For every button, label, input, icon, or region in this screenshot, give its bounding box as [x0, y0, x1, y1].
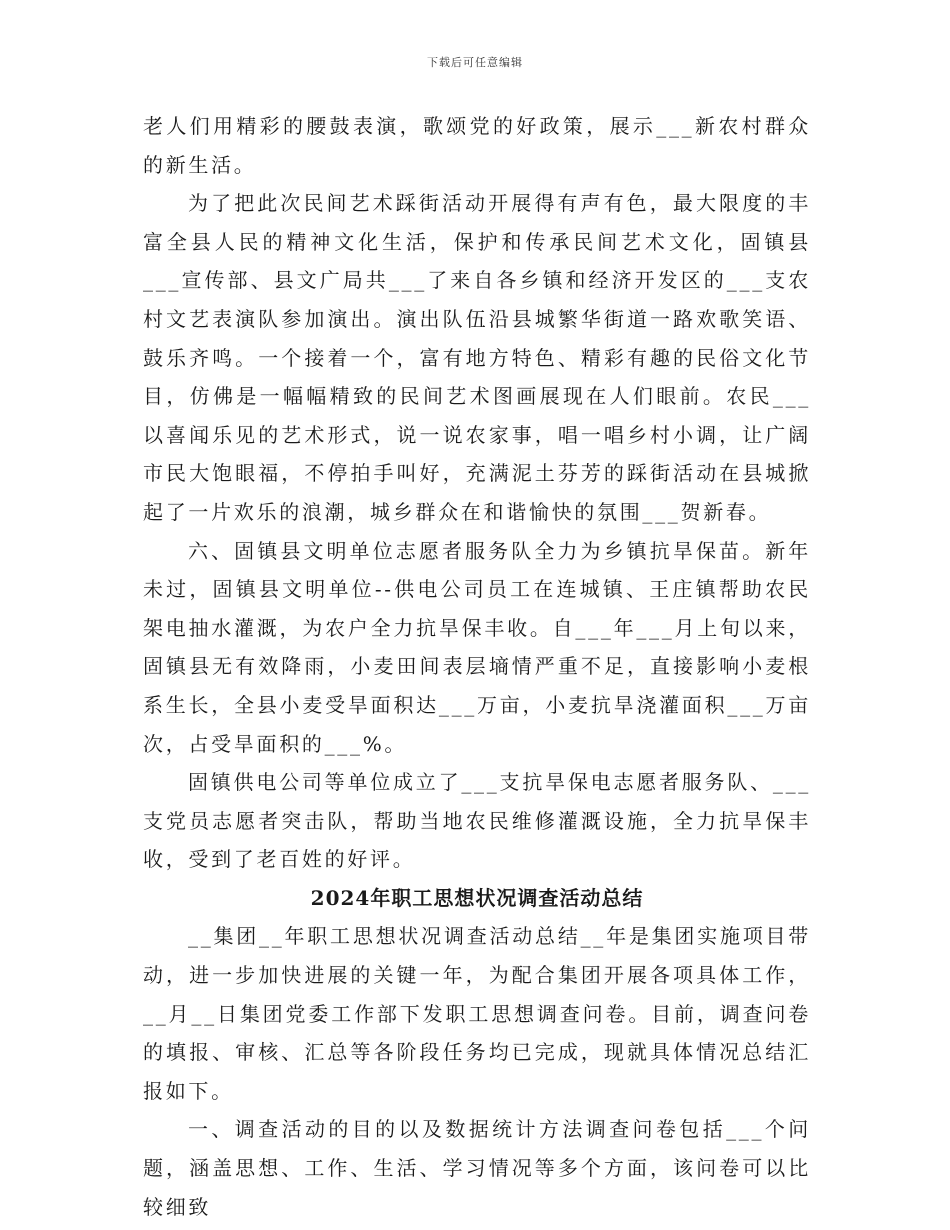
- paragraph-power-company-teams: 固镇供电公司等单位成立了___支抗旱保电志愿者服务队、___支党员志愿者突击队，帮助当地农民维修灌溉设施，全力抗旱保丰收，受到了老百姓的好评。: [143, 770, 811, 872]
- page-header: 下载后可任意编辑: [427, 56, 523, 69]
- section-title: 2024年职工思想状况调查活动总结: [310, 885, 644, 910]
- paragraph-survey-intro: __集团__年职工思想状况调查活动总结__年是集团实施项目带动，进一步加快进展的关键一年，为配合集团开展各项具体工作，__月__日集团党委工作部下发职工思想调查问卷。目前，调查问卷的填报、审核、汇总等各阶段任务均已完成，现就具体情况总结汇报如下。: [143, 924, 811, 1103]
- paragraph-survey-purpose: 一、调查活动的目的以及数据统计方法调查问卷包括___个问题，涵盖思想、工作、生活、学习情况等多个方面，该问卷可以比较细致: [143, 1117, 811, 1219]
- paragraph-intro-closing: 老人们用精彩的腰鼓表演，歌颂党的好政策，展示___新农村群众的新生活。: [143, 114, 811, 177]
- paragraph-volunteer-drought-relief: 六、固镇县文明单位志愿者服务队全力为乡镇抗旱保苗。新年未过，固镇县文明单位--供电公司员工在连城镇、王庄镇帮助农民架电抽水灌溉，为农户全力抗旱保丰收。自___年___月上旬以来，固镇县无有效降雨，小麦田间表层墒情严重不足，直接影响小麦根系生长，全县小麦受旱面积达___万亩，小麦抗旱浇灌面积___万亩次，占受旱面积的___%。: [143, 538, 811, 756]
- document-body: [143, 107, 811, 1226]
- paragraph-folk-art-parade: 为了把此次民间艺术踩街活动开展得有声有色，最大限度的丰富全县人民的精神文化生活，保护和传承民间艺术文化，固镇县___宣传部、县文广局共___了来自各乡镇和经济开发区的___支农村文艺表演队参加演出。演出队伍沿县城繁华街道一路欢歌笑语、鼓乐齐鸣。一个接着一个，富有地方特色、精彩有趣的民俗文化节目，仿佛是一幅幅精致的民间艺术图画展现在人们眼前。农民___以喜闻乐见的艺术形式，说一说农家事，唱一唱乡村小调，让广阔市民大饱眼福，不停拍手叫好，充满泥土芬芳的踩街活动在县城掀起了一片欢乐的浪潮，城乡群众在和谐愉快的氛围___贺新春。: [143, 191, 811, 524]
